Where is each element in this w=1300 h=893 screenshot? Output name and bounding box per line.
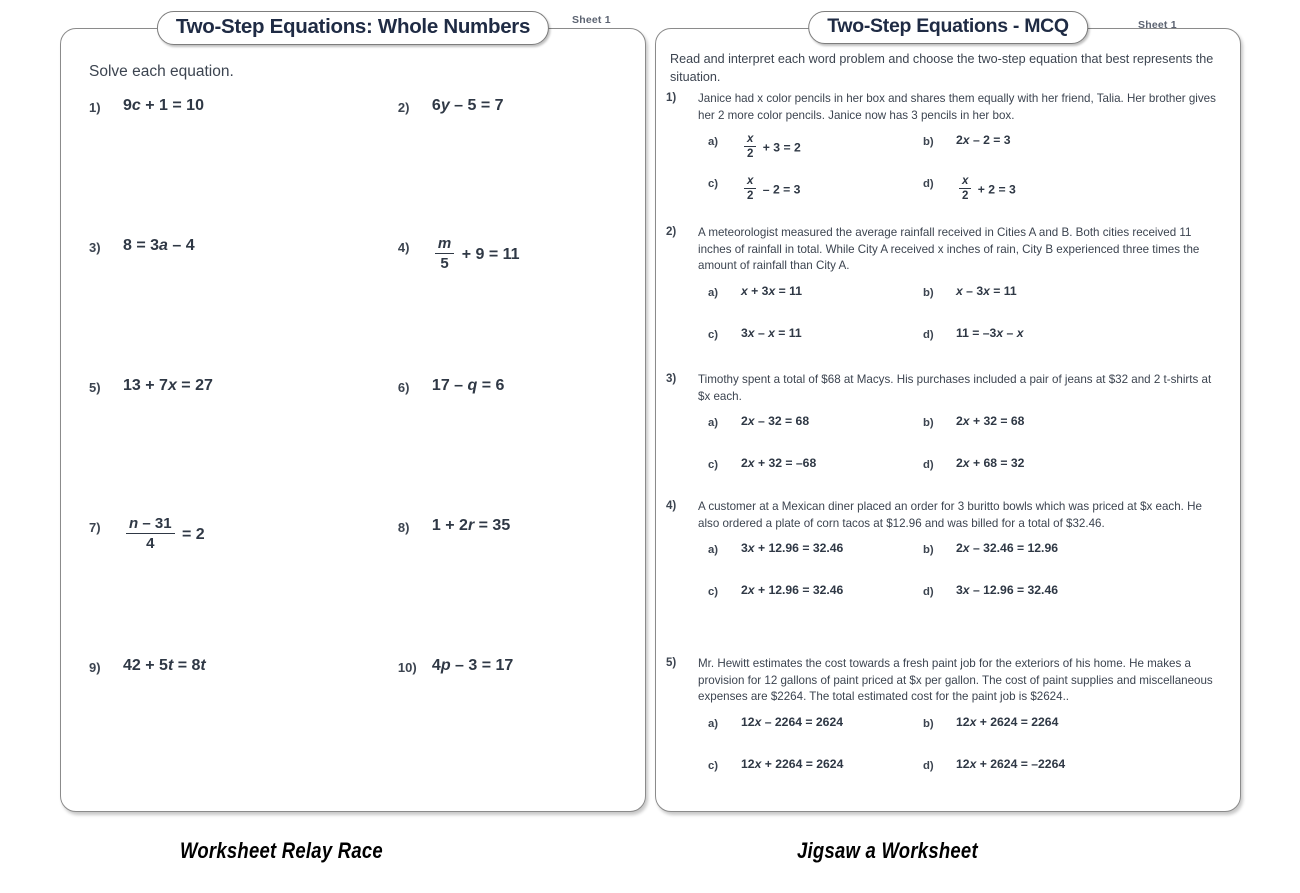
mcq-option-answer: 3x + 12.96 = 32.46 [741,541,844,556]
mcq-option-letter: a) [708,136,719,149]
mcq-option-letter: b) [923,136,934,149]
mcq-problem-header [656,499,1240,532]
mcq-option-answer: 12x – 2264 = 2624 [741,715,844,730]
mcq-option-answer: 12x + 2624 = –2264 [956,757,1066,772]
equation-number: 5) [89,380,101,395]
left-worksheet-caption: Worksheet Relay Race [180,838,383,863]
equation-grid [61,97,645,797]
mcq-option-letter: c) [708,459,719,472]
mcq-instruction: Read and interpret each word problem and choose the two-step equation that best represents the situation. [670,52,1214,84]
mcq-option[interactable] [708,415,923,457]
mcq-problem [656,656,1240,800]
equation-item [378,377,645,517]
mcq-option-answer: 3x – 12.96 = 32.46 [956,583,1058,598]
mcq-option-letter: a) [708,417,719,430]
mcq-option[interactable] [708,176,923,218]
mcq-problem-text: A customer at a Mexican diner placed an order for 3 buritto bowls which was priced at $x each. He also ordered a plate of corn tacos at $12.96 and was billed for a total of $32.46. [698,500,1202,530]
equation-number: 7) [89,520,101,535]
mcq-option-answer: 2x + 68 = 32 [956,456,1025,471]
mcq-option-group [656,285,1240,369]
equation-item [378,97,645,237]
mcq-problem-header [656,372,1240,405]
mcq-option[interactable] [923,327,1023,369]
mcq-problem-text: A meteorologist measured the average rainfall received in Cities A and B. Both cities received 11 inches of rainfall in total. While City A received x inches of rain, City B experienced three times the amount of rainfall than City A. [698,226,1200,273]
equation-item [378,517,645,657]
mcq-option-letter: d) [923,760,934,773]
mcq-option-letter: b) [923,287,934,300]
equation-expression: 42 + 5t = 8t [123,657,206,674]
equation-number: 2) [397,100,410,115]
mcq-option[interactable] [923,758,1065,800]
mcq-option-letter: a) [708,544,719,557]
mcq-option-row [656,584,1240,626]
mcq-option[interactable] [708,758,923,800]
mcq-option[interactable] [923,716,1058,758]
left-sheet-label: Sheet 1 [572,14,611,26]
equation-row [61,377,645,517]
mcq-option-letter: c) [708,178,719,191]
mcq-option-letter: d) [923,459,934,472]
mcq-option-answer: x + 3x = 11 [741,284,803,299]
equation-row [61,657,645,797]
mcq-option-answer: 2x + 32 = 68 [956,414,1025,429]
equation-expression: $\frac{n - 31}{4}$ = 2 [123,517,205,553]
mcq-option-letter: c) [708,329,719,342]
mcq-problem-text: Mr. Hewitt estimates the cost towards a fresh paint job for the exteriors of his home. He makes a provision for 12 gallons of paint priced at $x per gallon. The cost of paint supplies and miscellaneous expenses are $2264. The total estimated cost for the paint job is $2624.. [698,657,1213,704]
mcq-option[interactable] [708,134,923,176]
mcq-option-answer: 2x – 2 = 3 [956,133,1011,148]
mcq-option-letter: a) [708,718,719,731]
mcq-problem-header [656,225,1240,275]
mcq-option-answer: 11 = –3x – x [956,326,1024,341]
mcq-problem [656,91,1240,218]
mcq-option-group [656,716,1240,800]
mcq-problem-number: 1) [666,92,677,104]
mcq-option-row [656,758,1240,800]
mcq-option-letter: c) [708,760,719,773]
mcq-option-answer: 3x – x = 11 [741,326,802,341]
equation-number: 6) [397,380,410,395]
mcq-option[interactable] [923,134,1011,176]
mcq-problem-number: 5) [666,657,677,669]
mcq-option-letter: b) [923,417,934,430]
mcq-option-letter: b) [923,718,934,731]
mcq-option-row [656,415,1240,457]
mcq-option-answer: 2x – 32 = 68 [741,414,810,429]
equation-item [61,237,378,377]
equation-expression: 1 + 2r = 35 [431,517,511,534]
mcq-problem [656,225,1240,369]
mcq-problem [656,499,1240,626]
mcq-problem-text: Janice had x color pencils in her box and shares them equally with her friend, Talia. Her brother gives her 2 more color pencils. Janice now has 3 pencils in her box. [698,92,1216,122]
mcq-option-answer: $\frac{x}{2}$ – 2 = 3 [741,176,800,204]
mcq-option-row [656,176,1240,218]
mcq-option-group [656,542,1240,626]
mcq-problem-number: 2) [666,226,677,238]
mcq-problem-number: 3) [666,373,677,385]
mcq-option-row [656,716,1240,758]
mcq-option[interactable] [923,457,1024,499]
mcq-option-answer: 2x – 32.46 = 12.96 [956,541,1058,556]
mcq-option-row [656,285,1240,327]
left-worksheet-instruction: Solve each equation. [89,63,234,80]
mcq-option-answer: 12x + 2624 = 2264 [956,715,1059,730]
equation-item [61,377,378,517]
equation-number: 10) [397,660,417,675]
mcq-option-answer: 2x + 12.96 = 32.46 [741,583,844,598]
equation-expression: 13 + 7x = 27 [123,377,213,394]
left-worksheet-title: Two-Step Equations: Whole Numbers [157,11,549,45]
equation-expression: $\frac{m}{5}$ + 9 = 11 [432,237,520,273]
mcq-option-letter: b) [923,544,934,557]
mcq-option-answer: x – 3x = 11 [956,284,1017,299]
mcq-option[interactable] [708,285,923,327]
mcq-option[interactable] [923,542,1058,584]
equation-expression: 6y – 5 = 7 [431,97,504,114]
mcq-problem-header [656,656,1240,706]
equation-number: 8) [397,520,410,535]
right-worksheet-title: Two-Step Equations - MCQ [808,11,1088,44]
mcq-option[interactable] [708,542,923,584]
equation-item [61,97,378,237]
equation-expression: 4p – 3 = 17 [431,657,514,674]
equation-expression: 8 = 3a – 4 [123,237,195,254]
mcq-option-answer: 2x + 32 = –68 [741,456,817,471]
mcq-problem-number: 4) [666,500,677,512]
mcq-option[interactable] [708,716,923,758]
equation-expression: 17 – q = 6 [431,377,505,394]
mcq-option-answer: $\frac{x}{2}$ + 3 = 2 [741,134,801,162]
mcq-problem [656,372,1240,499]
mcq-option[interactable] [708,584,923,626]
mcq-option-letter: d) [923,586,934,599]
equation-item [61,517,378,657]
mcq-option-row [656,457,1240,499]
equation-item [61,657,378,797]
equation-item [378,237,645,377]
mcq-option-letter: c) [708,586,719,599]
mcq-problem-text: Timothy spent a total of $68 at Macys. His purchases included a pair of jeans at $32 and 2 t-shirts at $x each. [698,373,1212,403]
mcq-option-group [656,134,1240,218]
equation-row [61,237,645,377]
mcq-option-letter: d) [923,329,934,342]
mcq-option-letter: a) [708,287,719,300]
mcq-option-answer: $\frac{x}{2}$ + 2 = 3 [956,176,1016,204]
equation-row [61,97,645,237]
equation-number: 4) [397,240,410,255]
mcq-option-group [656,415,1240,499]
equation-number: 1) [89,100,101,115]
equation-row [61,517,645,657]
equation-number: 3) [89,240,101,255]
mcq-option[interactable] [923,584,1058,626]
mcq-option[interactable] [708,327,923,369]
mcq-problem-header [656,91,1240,124]
equation-expression: 9c + 1 = 10 [123,97,204,114]
mcq-option-row [656,327,1240,369]
mcq-option[interactable] [923,176,1016,218]
mcq-option[interactable] [923,415,1024,457]
mcq-option[interactable] [923,285,1017,327]
right-worksheet-caption: Jigsaw a Worksheet [797,838,978,863]
equation-item [378,657,645,797]
mcq-option-row [656,542,1240,584]
right-sheet-label: Sheet 1 [1138,19,1177,31]
mcq-option-answer: 12x + 2264 = 2624 [741,757,844,772]
mcq-option-letter: d) [923,178,934,191]
mcq-option[interactable] [708,457,923,499]
mcq-option-row [656,134,1240,176]
equation-number: 9) [89,660,101,675]
